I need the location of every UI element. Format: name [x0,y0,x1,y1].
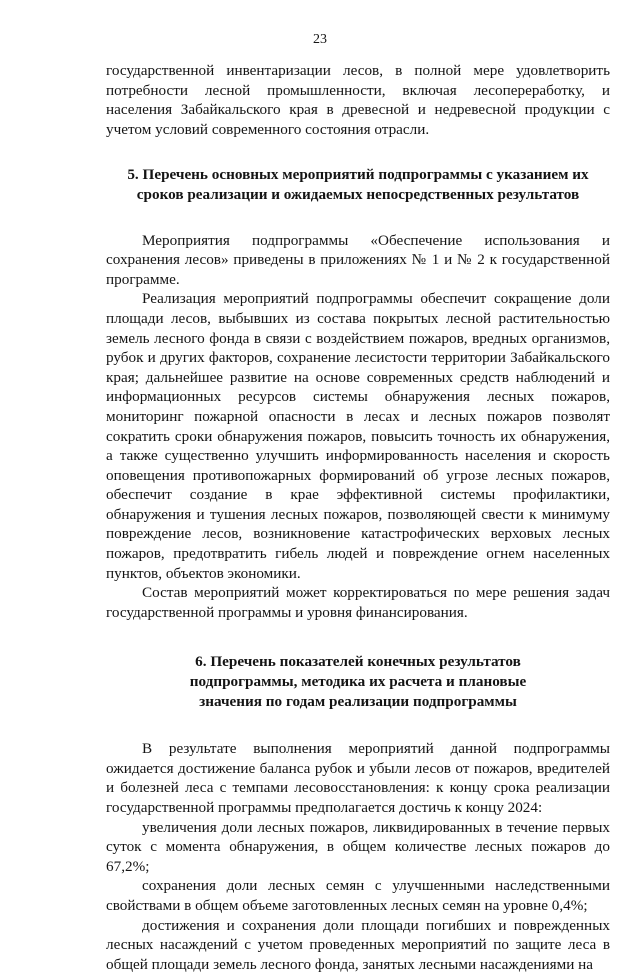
section-5-heading-line-1: 5. Перечень основных мероприятий подпрограммы с указанием их [127,166,589,184]
intro-paragraph: государственной инвентаризации лесов, в полной мере удовлетворить потребности лесной промышленности, включая лесопереработку, и населения Забайкальского края в древесной и недревесной продукции с учетом условий современного состояния отрасли. [106,62,610,138]
section-5-heading-line-2: сроков реализации и ожидаемых непосредственных результатов [136,185,580,203]
section-5-paragraph-3: Состав мероприятий может корректироваться по мере решения задач государственной программы и уровня финансирования. [106,584,610,621]
section-6-heading-line-1: 6. Перечень показателей конечных результатов [195,653,521,671]
section-5-heading [106,165,610,204]
section-6-heading [106,652,610,711]
section-6-paragraph-1: В результате выполнения мероприятий данной подпрограммы ожидается достижение баланса рубок и убыли лесов от пожаров, вредителей и болезней леса с темпами лесовосстановления: к концу срока реализации государственной программы предполагается достичь к концу 2024: [106,740,610,816]
section-5-paragraph-1: Мероприятия подпрограммы «Обеспечение использования и сохранения лесов» приведены в приложениях № 1 и № 2 к государственной программе. [106,231,610,288]
page-content [106,61,610,974]
section-6-heading-line-2: подпрограммы, методика их расчета и плановые [189,673,527,691]
section-6-heading-line-3: значения по годам реализации подпрограммы [199,692,517,710]
section-6-paragraph-2: увеличения доли лесных пожаров, ликвидированных в течение первых суток с момента обнаружения, в общем количестве лесных пожаров до 67,2%; [106,818,610,875]
section-5-paragraph-2: Реализация мероприятий подпрограммы обеспечит сокращение доли площади лесов, выбывших из состава покрытых лесной растительностью земель лесного фонда в связи с воздействием пожаров, вредных организмов, рубок и других факторов, сохранение лесистости территории Забайкальского края; дальнейшее развитие на основе современных средств наблюдений и информационных ресурсов системы обнаружения лесных пожаров, мониторинг пожарной опасности в лесах и лесных пожаров позволят сократить сроки обнаружения пожаров, повысить точность их обнаружения, а также существенно улучшить информированность населения и скорость оповещения противопожарных формирований об угрозе лесных пожаров, обеспечит создание в крае эффективной системы профилактики, обнаружения и тушения лесных пожаров, позволяющей свести к минимуму повреждение лесов, возникновение катастрофических верховых лесных пожаров, предотвратить гибель людей и повреждение огнем населенных пунктов, объектов экономики. [106,290,610,582]
section-6-paragraph-4: достижения и сохранения доли площади погибших и поврежденных лесных насаждений с учетом проведенных мероприятий по защите леса в общей площади земель лесного фонда, занятых лесными насаждениями на [106,916,610,973]
page-number: 23 [313,32,327,47]
section-6-paragraph-3: сохранения доли лесных семян с улучшенными наследственными свойствами в общем объеме заготовленных лесных семян на уровне 0,4%; [106,877,610,914]
